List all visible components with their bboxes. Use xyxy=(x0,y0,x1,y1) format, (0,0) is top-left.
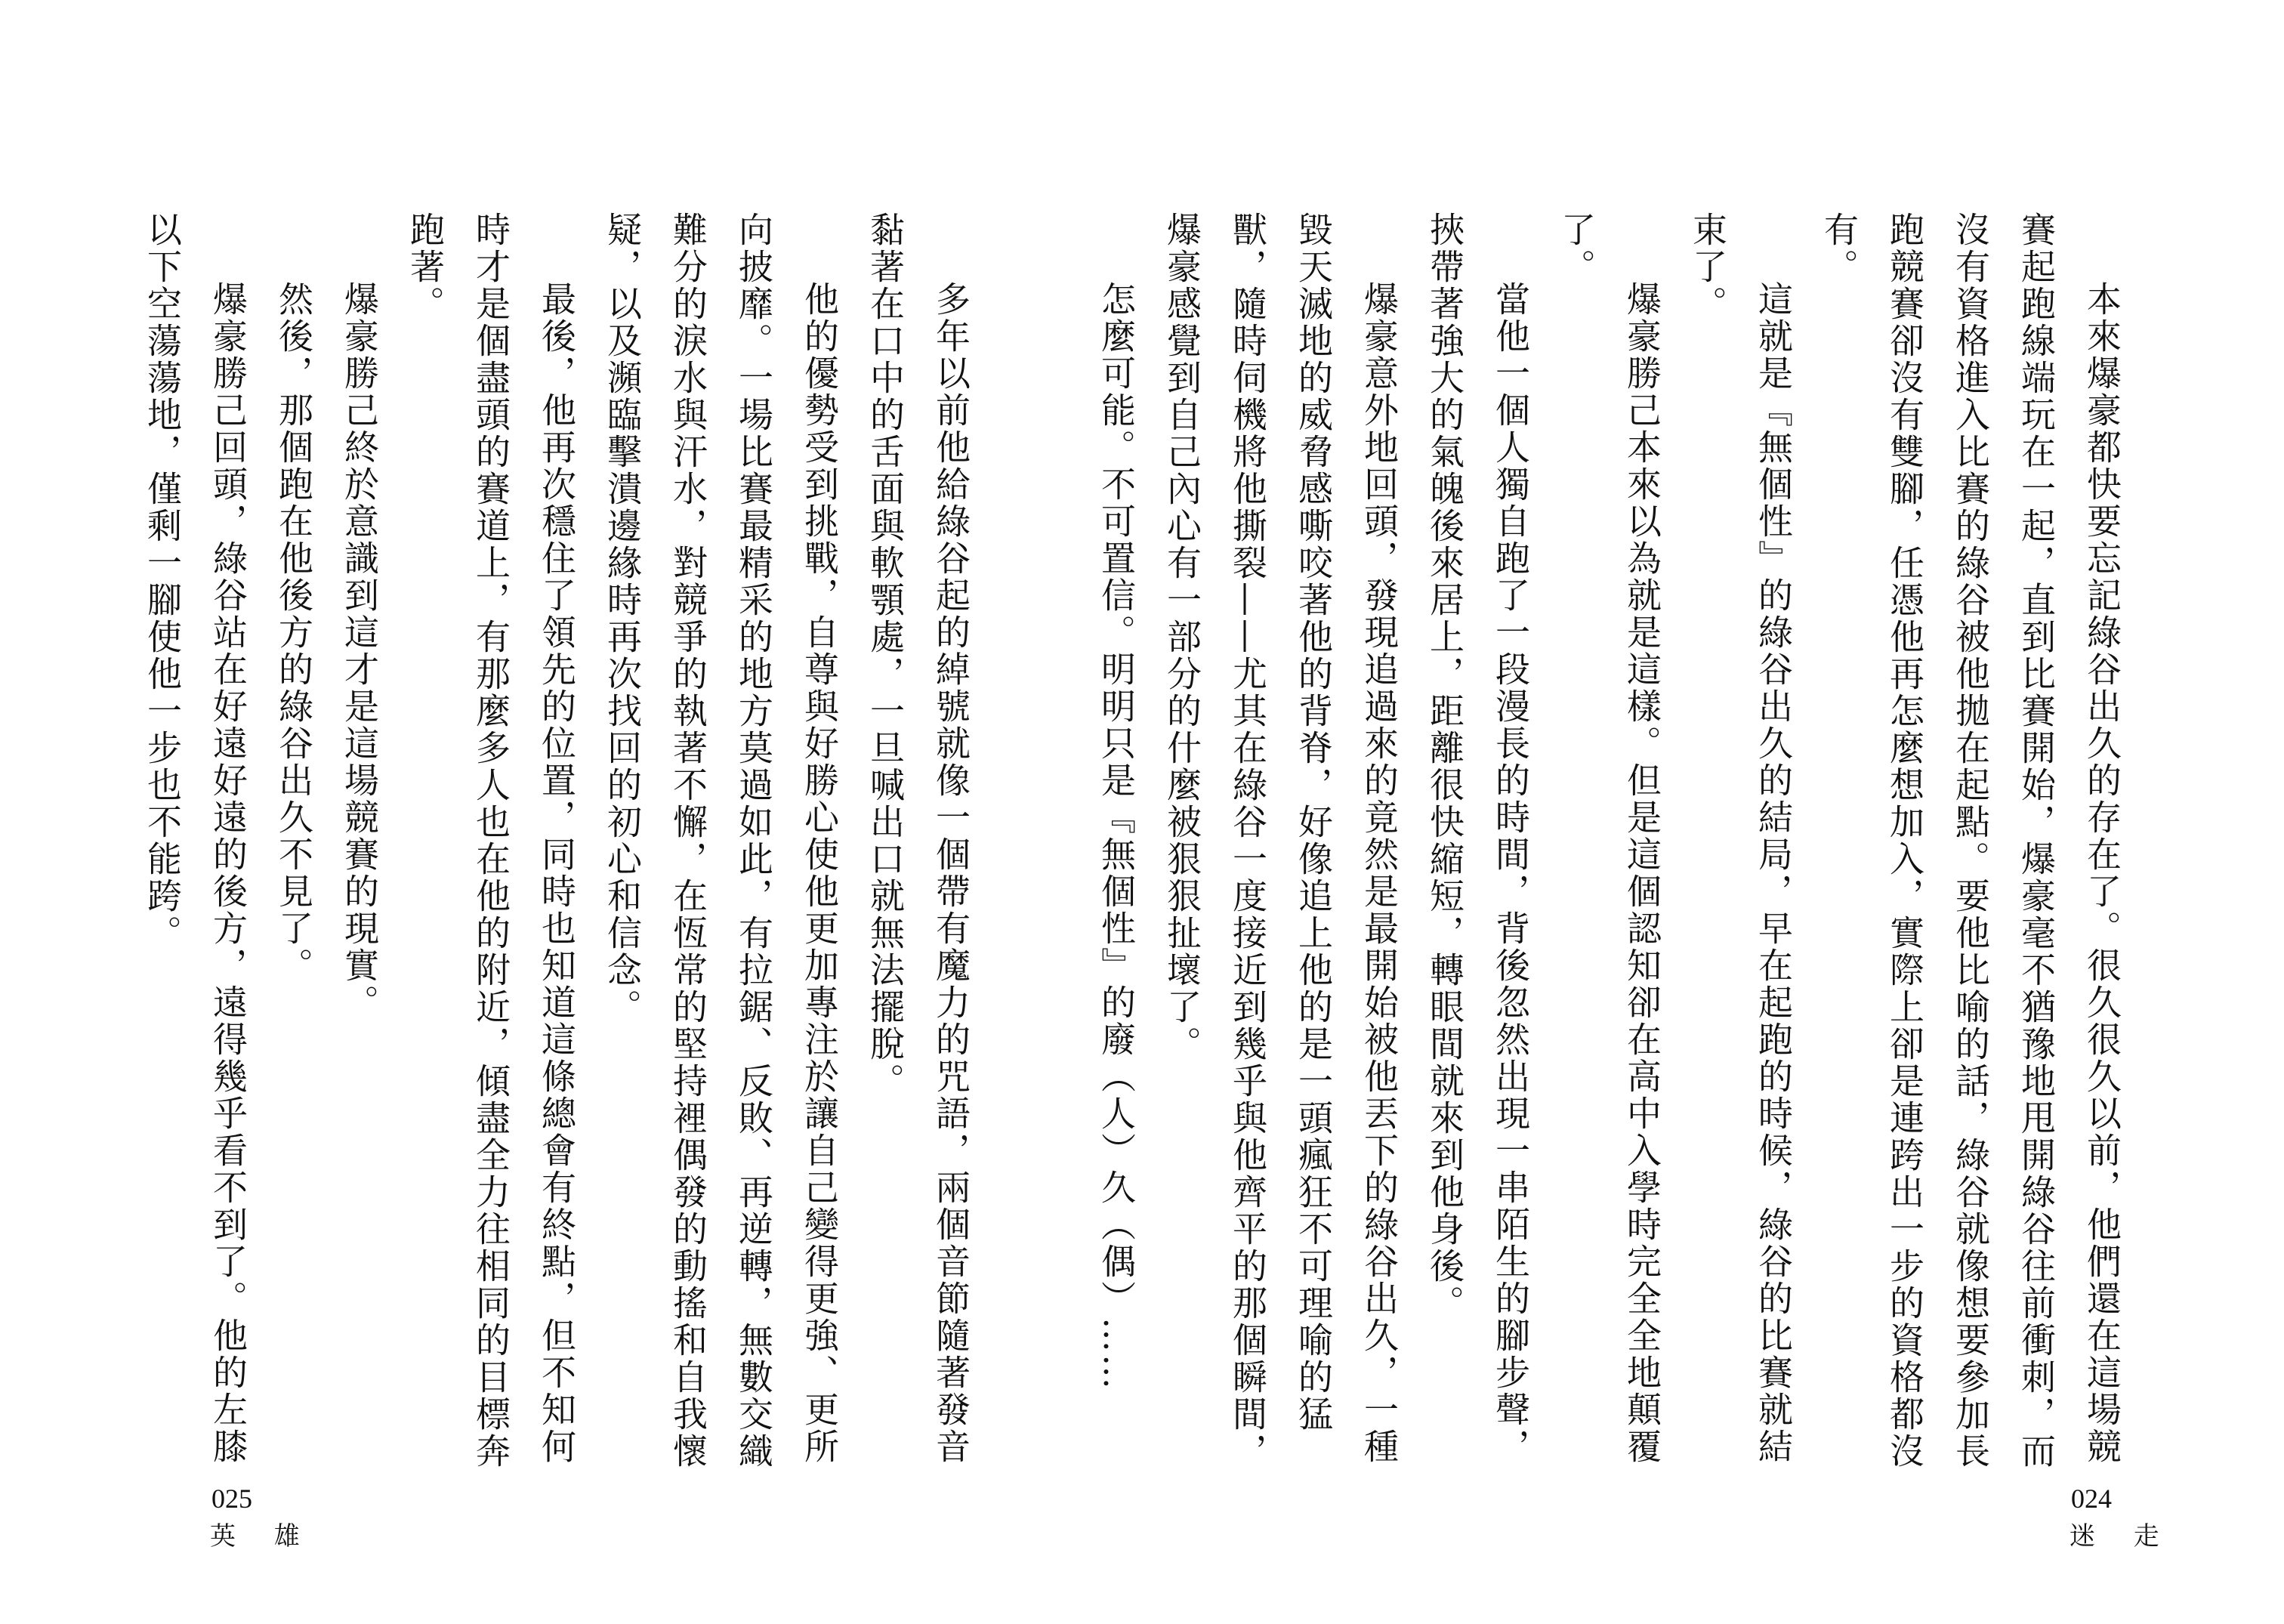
page-number: 025 xyxy=(211,1484,252,1514)
paragraph: 他的優勢受到挑戰，自尊與好勝心使他更加專注於讓自己變得更強、更所向披靡。一場比賽最精采的地方莫過如此，有拉鋸、反敗、再逆轉，無數交織難分的淚水與汗水，對競爭的執著不懈，在恆常的堅持裡偶發的動搖和自我懷疑，以及瀕臨擊潰邊緣時再次找回的初心和信念。 xyxy=(602,211,840,1470)
running-title: 英 雄 xyxy=(210,1521,315,1551)
paragraph: 最後，他再次穩住了領先的位置，同時也知道這條總會有終點，但不知何時才是個盡頭的賽道上，有那麼多人也在他的附近，傾盡全力往相同的目標奔跑著。 xyxy=(405,211,577,1470)
paragraph: 爆豪勝己本來以為就是這樣。但是這個認知卻在高中入學時完全全地顛覆了。 xyxy=(1556,211,1662,1465)
paragraph: 本來爆豪都快要忘記綠谷出久的存在了。很久很久以前，他們還在這場競賽起跑線端玩在一起，直到比賽開始，爆豪毫不猶豫地甩開綠谷往前衝刺，而沒有資格進入比賽的綠谷被他拋在起點。要他比喻的話，綠谷就像想要參加長跑競賽卻沒有雙腳，任憑他再怎麼想加入，實際上卻是連跨出一步的資格都沒有。 xyxy=(1819,211,2122,1470)
paragraph: 多年以前他給綠谷起的綽號就像一個帶有魔力的咒語，兩個音節隨著發音黏著在口中的舌面與軟顎處，一旦喊出口就無法擺脫。 xyxy=(865,211,971,1465)
paragraph: 爆豪意外地回頭，發現追過來的竟然是最開始被他丟下的綠谷出久，一種毀天滅地的威脅感嘶咬著他的背脊，好像追上他的是一頭瘋狂不可理喻的猛獸，隨時伺機將他撕裂——尤其在綠谷一度接近到幾乎與他齊平的那個瞬間，爆豪感覺到自己內心有一部分的什麼被狠狠扯壞了。 xyxy=(1162,211,1400,1470)
right-page xyxy=(1096,0,2284,1624)
running-title: 迷 走 xyxy=(2069,1521,2174,1551)
right-page-text xyxy=(1096,211,2134,1480)
paragraph: 這就是『無個性』的綠谷出久的結局，早在起跑的時候，綠谷的比賽就結束了。 xyxy=(1687,211,1794,1465)
paragraph: 爆豪勝己回頭，綠谷站在好遠好遠的後方，遠得幾乎看不到了。他的左膝以下空蕩蕩地，僅剩一腳使他一步也不能跨。 xyxy=(142,211,248,1465)
page-number: 024 xyxy=(2071,1484,2112,1514)
paragraph: 怎麼可能。不可置信。明明只是『無個性』的廢（人）久（偶）…… xyxy=(1096,281,1137,1391)
left-page-text xyxy=(142,211,983,1480)
paragraph: 當他一個人獨自跑了一段漫長的時間，背後忽然出現一串陌生的腳步聲，挾帶著強大的氣魄後來居上，距離很快縮短，轉眼間就來到他身後。 xyxy=(1424,211,1531,1465)
paragraph: 然後，那個跑在他後方的綠谷出久不見了。 xyxy=(273,281,314,984)
paragraph: 爆豪勝己終於意識到這才是這場競賽的現實。 xyxy=(339,281,380,1021)
